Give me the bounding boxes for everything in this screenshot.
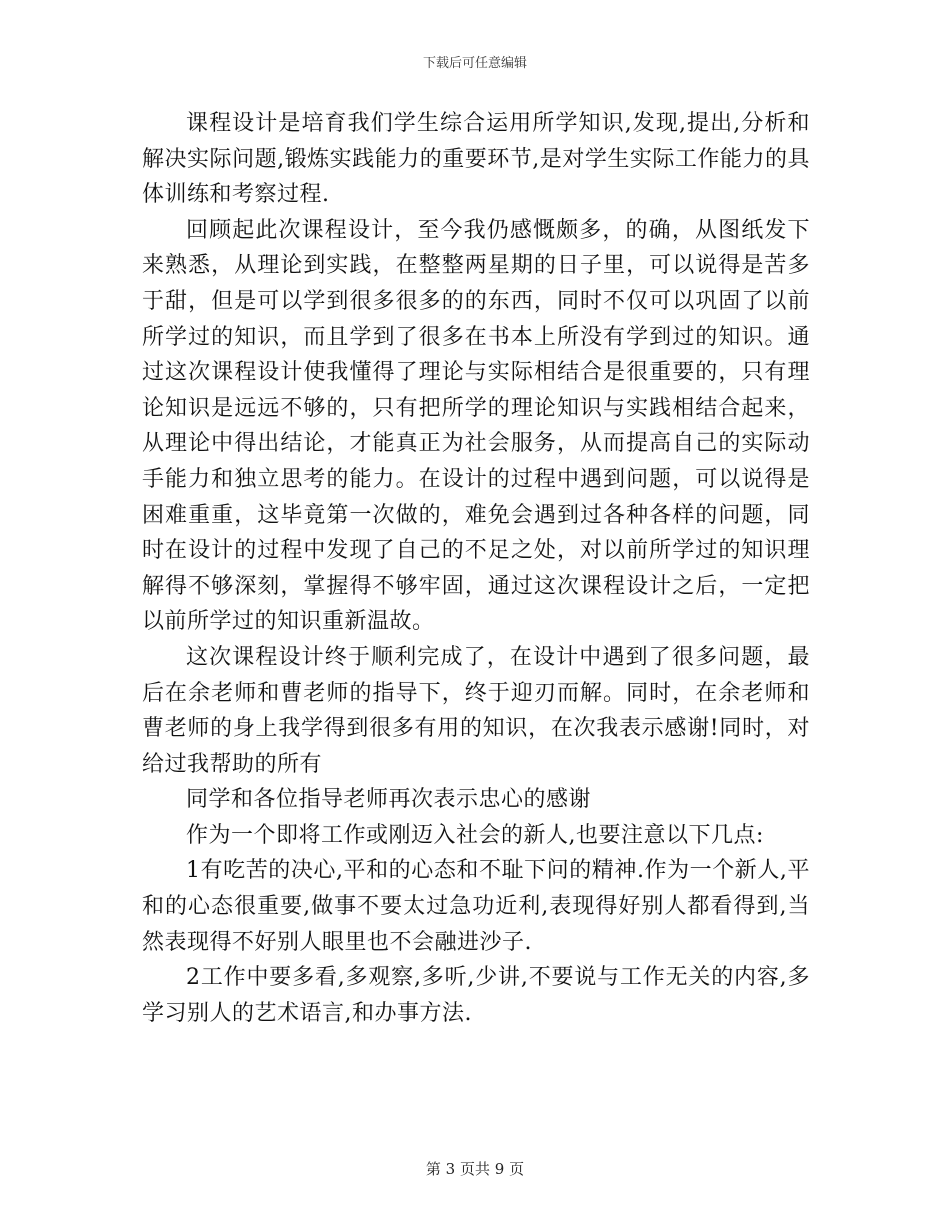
page-header: 下载后可任意编辑 (422, 56, 527, 71)
paragraph-thanks: 这次课程设计终于顺利完成了，在设计中遇到了很多问题，最后在余老师和曹老师的指导下，终于迎刃而解。同时，在余老师和曹老师的身上我学得到很多有用的知识，在次我表示感谢!同时，对给过我帮助的所有 (142, 644, 810, 777)
paragraph-thanks-continued: 同学和各位指导老师再次表示忠心的感谢 (186, 787, 592, 813)
page-footer: 第 3 页共 9 页 (425, 1160, 525, 1178)
document-body (142, 106, 810, 1031)
paragraph-reflection: 回顾起此次课程设计，至今我仍感慨颇多，的确，从图纸发下来熟悉，从理论到实践，在整整两星期的日子里，可以说得是苦多于甜，但是可以学到很多很多的的东西，同时不仅可以巩固了以前所学过的知识，而且学到了很多在书本上所没有学到过的知识。通过这次课程设计使我懂得了理论与实际相结合是很重要的，只有理论知识是远远不够的，只有把所学的理论知识与实践相结合起来，从理论中得出结论，才能真正为社会服务，从而提高自己的实际动手能力和独立思考的能力。在设计的过程中遇到问题，可以说得是困难重重，这毕竟第一次做的，难免会遇到过各种各样的问题，同时在设计的过程中发现了自己的不足之处，对以前所学过的知识理解得不够深刻，掌握得不够牢固，通过这次课程设计之后，一定把以前所学过的知识重新温故。 (142, 217, 810, 635)
paragraph-newcomer-notes: 作为一个即将工作或刚迈入社会的新人,也要注意以下几点: (186, 822, 764, 848)
paragraph-course-design-intro: 课程设计是培育我们学生综合运用所学知识,发现,提出,分析和解决实际问题,锻炼实践能力的重要环节,是对学生实际工作能力的具体训练和考察过程. (142, 111, 810, 208)
paragraph-point-2: 2工作中要多看,多观察,多听,少讲,不要说与工作无关的内容,多学习别人的艺术语言,和办事方法. (142, 965, 810, 1026)
paragraph-point-1: 1有吃苦的决心,平和的心态和不耻下问的精神.作为一个新人,平和的心态很重要,做事不要太过急功近利,表现得好别人都看得到,当然表现得不好别人眼里也不会融进沙子. (142, 858, 810, 955)
